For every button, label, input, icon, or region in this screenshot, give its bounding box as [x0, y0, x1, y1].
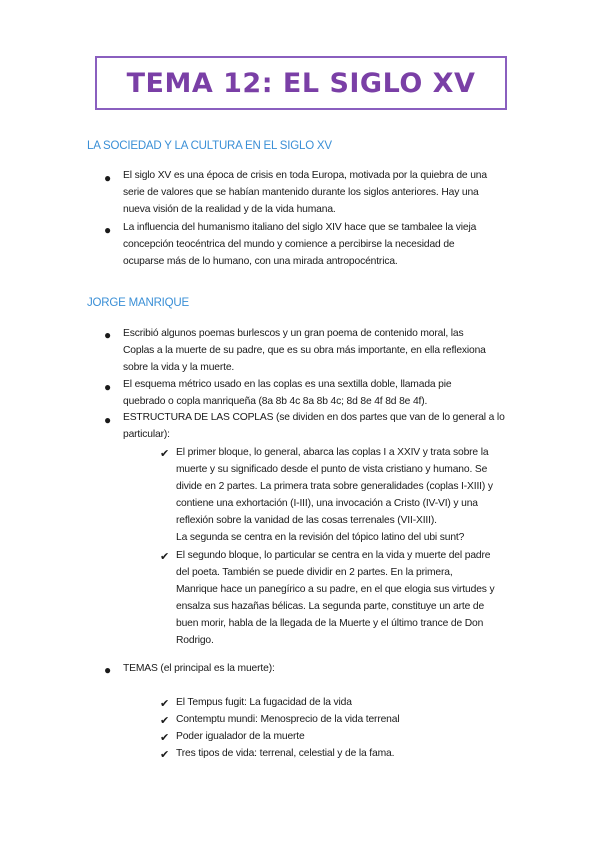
section-heading-manrique: JORGE MANRIQUE [87, 297, 189, 309]
paragraph-obra: Escribió algunos poemas burlescos y un gran poema de contenido moral, las Coplas a la muerte de su padre, que es su obra más importante, en ella reflexiona sobre la vida y la muerte. [123, 328, 486, 373]
page-title: TEMA 12: EL SIGLO XV [126, 67, 476, 99]
temas-label: TEMAS (el principal es la muerte): [123, 663, 275, 674]
check-icon: ✔ [160, 448, 170, 460]
paragraph-crisis: El siglo XV es una época de crisis en toda Europa, motivada por la quiebra de una serie de valores que se habían mantenido durante los siglos anteriores. Hay una nueva visión de la realidad y de la vida humana. [123, 170, 487, 215]
check-icon: ✔ [160, 732, 170, 744]
title-box [95, 56, 507, 110]
check-icon: ✔ [160, 715, 170, 727]
structure-item-general: El primer bloque, lo general, abarca las coplas I a XXIV y trata sobre la muerte y su significado desde el punto de vista cristiano y humano. Se divide en 2 partes. La primera trata sobre generalidades (coplas I-XIII) y contiene una exhortación (I-III), una invocación a Cristo (IV-VI) y una reflexión sobre la vanidad de las cosas terrenales (VII-XIII). La segunda se centra en la revisión del tópico latino del ubi sunt? [176, 447, 493, 543]
paragraph-humanismo: La influencia del humanismo italiano del siglo XIV hace que se tambalee la vieja concepción teocéntrica del mundo y comience a percibirse la necesidad de ocuparse más de lo humano, con una mirada antropocéntrica. [123, 222, 477, 267]
tema-item: Contemptu mundi: Menosprecio de la vida terrenal [176, 714, 400, 725]
bullet-glyph: ● [104, 380, 112, 394]
tema-item: Tres tipos de vida: terrenal, celestial y de la fama. [176, 748, 395, 759]
tema-item: El Tempus fugit: La fugacidad de la vida [176, 697, 352, 708]
section-heading-sociedad: LA SOCIEDAD Y LA CULTURA EN EL SIGLO XV [87, 140, 332, 152]
tema-item: Poder igualador de la muerte [176, 731, 305, 742]
bullet-glyph: ● [104, 663, 112, 677]
check-icon: ✔ [160, 698, 170, 710]
structure-item-particular: El segundo bloque, lo particular se centra en la vida y muerte del padre del poeta. También se puede dividir en 2 partes. En la primera, Manrique hace un panegírico a su padre, en el que elogia sus virtudes y ensalza sus hazañas bélicas. La segunda parte, constituye un arte de buen morir, habla de la llegada de la Muerte y el último trance de Don Rodrigo. [176, 550, 495, 646]
check-icon: ✔ [160, 551, 170, 563]
bullet-glyph: ● [104, 328, 112, 342]
bullet-glyph: ● [104, 171, 112, 185]
paragraph-estructura: ESTRUCTURA DE LAS COPLAS (se dividen en dos partes que van de lo general a lo particular): [123, 412, 505, 440]
check-icon: ✔ [160, 749, 170, 761]
paragraph-esquema: El esquema métrico usado en las coplas es una sextilla doble, llamada pie quebrado o copla manriqueña (8a 8b 4c 8a 8b 4c; 8d 8e 4f 8d 8e 4f). [123, 379, 452, 407]
bullet-glyph: ● [104, 223, 112, 237]
bullet-glyph: ● [104, 413, 112, 427]
